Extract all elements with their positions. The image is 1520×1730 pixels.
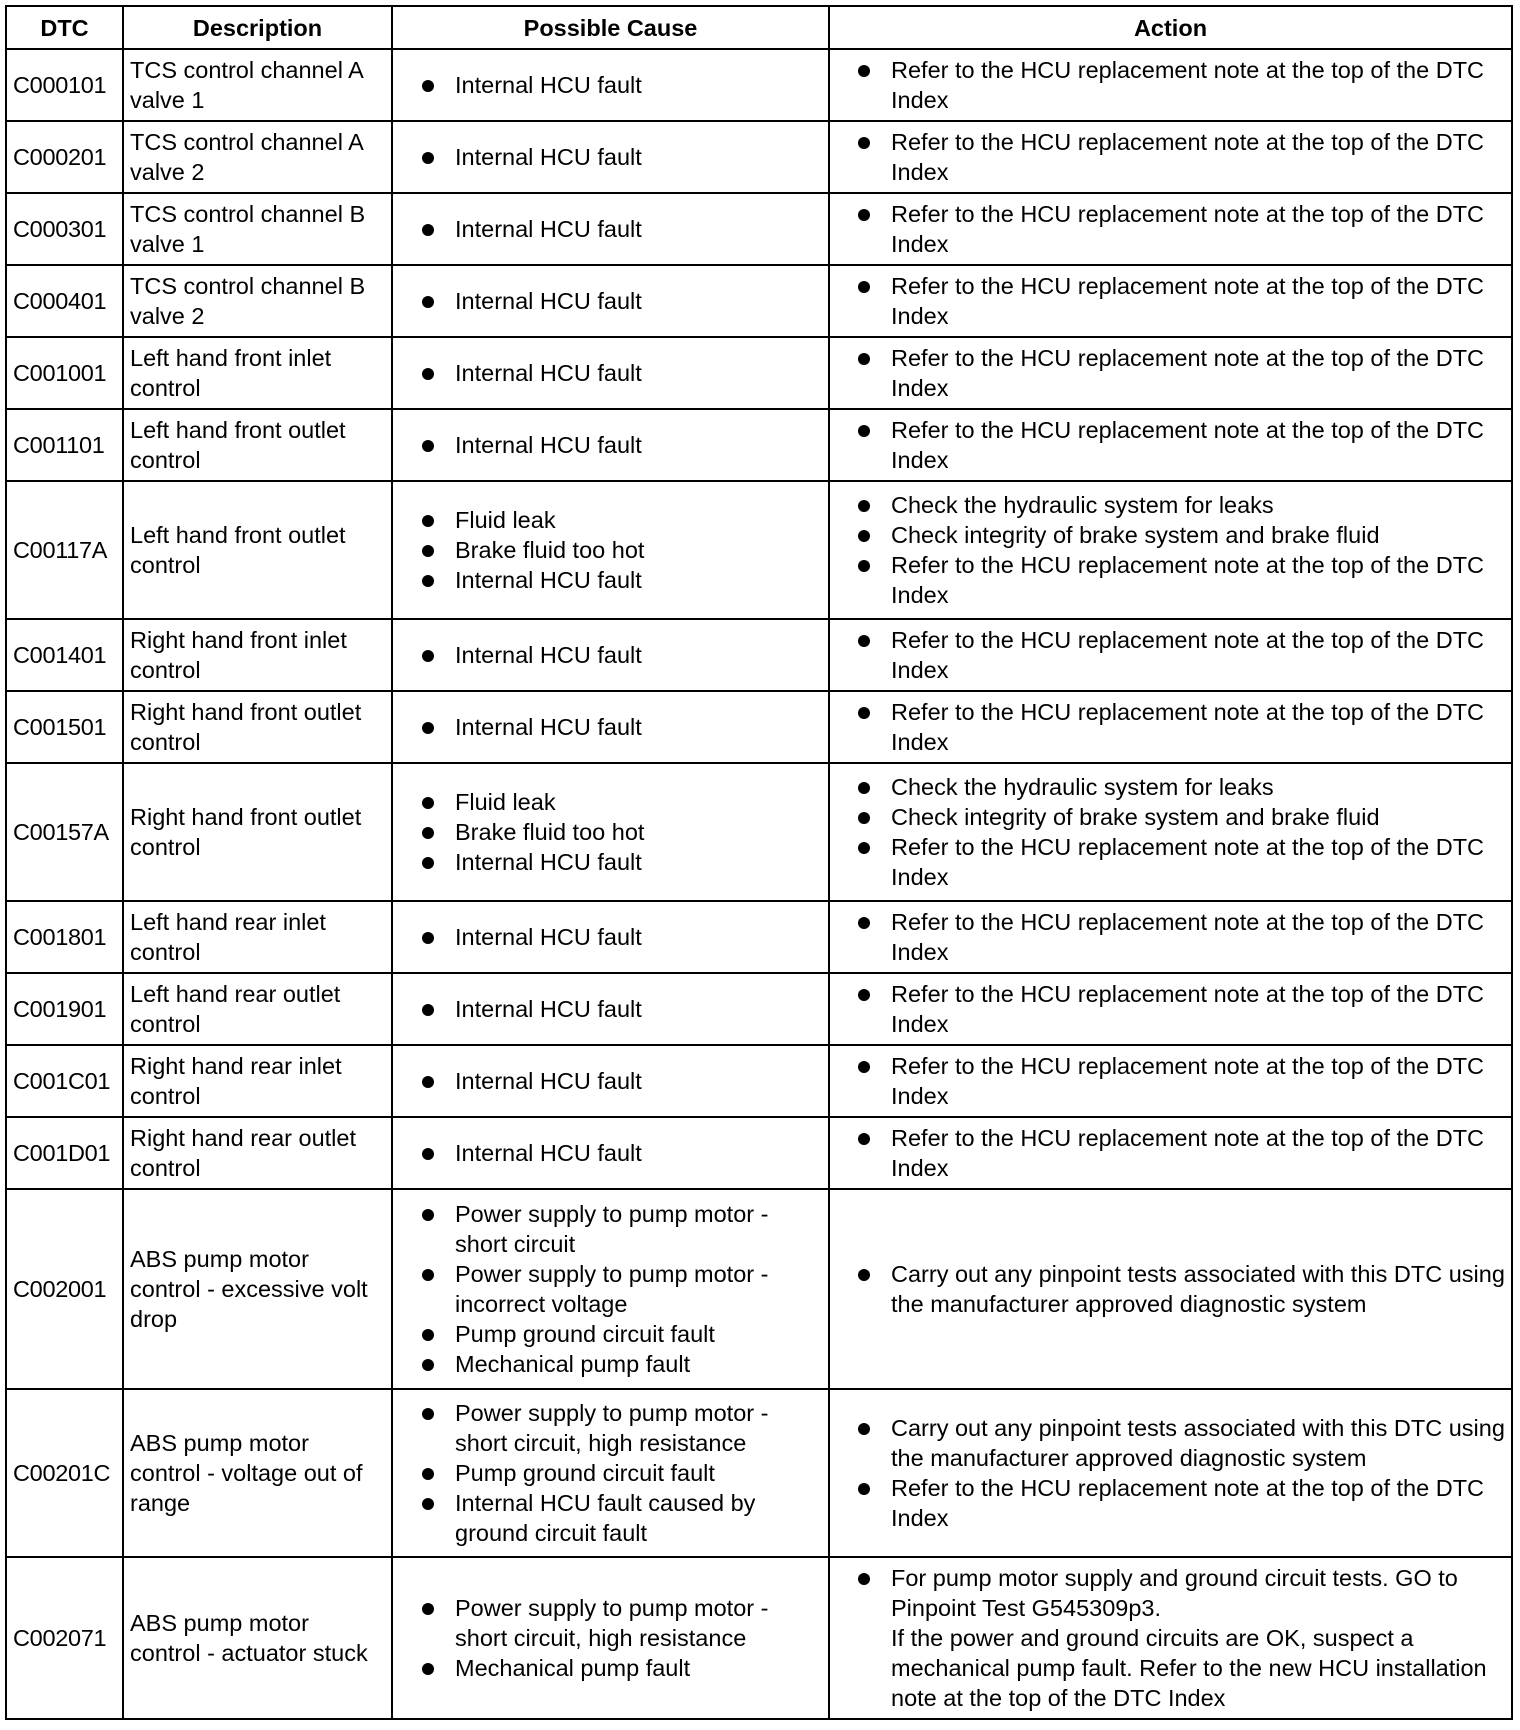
action-text: Refer to the HCU replacement note at the top of the DTC Index <box>891 909 1485 965</box>
cause-list <box>399 994 822 1024</box>
action-item <box>836 343 1505 403</box>
cause-item: Internal HCU fault <box>399 214 822 244</box>
possible-cause-cell <box>392 763 829 901</box>
action-item <box>836 1563 1505 1713</box>
table-row <box>6 337 1512 409</box>
action-item <box>836 520 1505 550</box>
action-list <box>836 1123 1505 1183</box>
possible-cause-cell <box>392 337 829 409</box>
cause-list <box>399 70 822 100</box>
action-item <box>836 802 1505 832</box>
dtc-description: TCS control channel B valve 2 <box>123 265 392 337</box>
action-cell <box>829 973 1512 1045</box>
action-item <box>836 697 1505 757</box>
cause-item: Power supply to pump motor - short circuit, high resistance <box>399 1593 822 1653</box>
table-row <box>6 121 1512 193</box>
dtc-code: C00157A <box>6 763 123 901</box>
possible-cause-cell <box>392 1117 829 1189</box>
action-text: If the power and ground circuits are OK, suspect a mechanical pump fault. Refer to the new HCU installation note at the top of the DTC Index <box>891 1625 1487 1711</box>
action-list <box>836 625 1505 685</box>
action-text: Refer to the HCU replacement note at the top of the DTC Index <box>891 627 1485 683</box>
action-text: Refer to the HCU replacement note at the top of the DTC Index <box>891 552 1485 608</box>
action-text: Refer to the HCU replacement note at the top of the DTC Index <box>891 834 1485 890</box>
cause-list <box>399 712 822 742</box>
table-row <box>6 973 1512 1045</box>
table-body <box>6 49 1512 1719</box>
table-row <box>6 619 1512 691</box>
action-text: Check integrity of brake system and brake fluid <box>891 804 1380 830</box>
action-text: Refer to the HCU replacement note at the top of the DTC Index <box>891 1125 1485 1181</box>
action-list <box>836 199 1505 259</box>
dtc-description: TCS control channel A valve 1 <box>123 49 392 121</box>
cause-list <box>399 787 822 877</box>
cause-item: Internal HCU fault <box>399 565 822 595</box>
action-text: Carry out any pinpoint tests associated with this DTC using the manufacturer approved diagnostic system <box>891 1415 1505 1471</box>
dtc-description: Right hand rear outlet control <box>123 1117 392 1189</box>
action-item <box>836 907 1505 967</box>
header-action: Action <box>829 6 1512 49</box>
table-row <box>6 49 1512 121</box>
dtc-code: C000301 <box>6 193 123 265</box>
cause-list <box>399 358 822 388</box>
dtc-code: C001C01 <box>6 1045 123 1117</box>
action-cell <box>829 1557 1512 1719</box>
cause-list <box>399 1199 822 1379</box>
action-list <box>836 343 1505 403</box>
action-text: Check integrity of brake system and brake fluid <box>891 522 1380 548</box>
table-row <box>6 481 1512 619</box>
cause-item: Fluid leak <box>399 505 822 535</box>
dtc-code: C001101 <box>6 409 123 481</box>
action-item <box>836 1051 1505 1111</box>
action-text: Refer to the HCU replacement note at the top of the DTC Index <box>891 345 1485 401</box>
action-item <box>836 1473 1505 1533</box>
table-row <box>6 1045 1512 1117</box>
possible-cause-cell <box>392 1045 829 1117</box>
action-text: Refer to the HCU replacement note at the top of the DTC Index <box>891 57 1485 113</box>
dtc-code: C000401 <box>6 265 123 337</box>
action-cell <box>829 691 1512 763</box>
table-row <box>6 691 1512 763</box>
action-item <box>836 625 1505 685</box>
action-text: Refer to the HCU replacement note at the top of the DTC Index <box>891 699 1485 755</box>
possible-cause-cell <box>392 691 829 763</box>
action-text: Check the hydraulic system for leaks <box>891 492 1274 518</box>
action-text: Refer to the HCU replacement note at the top of the DTC Index <box>891 273 1485 329</box>
dtc-description: Left hand front inlet control <box>123 337 392 409</box>
action-cell <box>829 337 1512 409</box>
possible-cause-cell <box>392 1389 829 1557</box>
action-item <box>836 1413 1505 1473</box>
action-cell <box>829 763 1512 901</box>
action-text: Refer to the HCU replacement note at the top of the DTC Index <box>891 417 1485 473</box>
cause-item: Internal HCU fault <box>399 640 822 670</box>
possible-cause-cell <box>392 973 829 1045</box>
dtc-code: C00201C <box>6 1389 123 1557</box>
possible-cause-cell <box>392 1189 829 1389</box>
possible-cause-cell <box>392 619 829 691</box>
cause-item: Pump ground circuit fault <box>399 1458 822 1488</box>
cause-item: Internal HCU fault <box>399 358 822 388</box>
dtc-code: C000201 <box>6 121 123 193</box>
dtc-description: ABS pump motor control - excessive volt drop <box>123 1189 392 1389</box>
action-item <box>836 979 1505 1039</box>
dtc-description: ABS pump motor control - voltage out of range <box>123 1389 392 1557</box>
cause-item: Internal HCU fault <box>399 922 822 952</box>
cause-item: Internal HCU fault caused by ground circuit fault <box>399 1488 822 1548</box>
action-item <box>836 55 1505 115</box>
dtc-code: C001401 <box>6 619 123 691</box>
action-cell <box>829 49 1512 121</box>
action-text: Refer to the HCU replacement note at the top of the DTC Index <box>891 201 1485 257</box>
table-row <box>6 1557 1512 1719</box>
dtc-code: C001D01 <box>6 1117 123 1189</box>
table-row <box>6 193 1512 265</box>
action-list <box>836 1259 1505 1319</box>
action-item <box>836 832 1505 892</box>
action-text: Refer to the HCU replacement note at the top of the DTC Index <box>891 1053 1485 1109</box>
cause-item: Internal HCU fault <box>399 142 822 172</box>
action-list <box>836 1413 1505 1533</box>
header-possible-cause: Possible Cause <box>392 6 829 49</box>
action-cell <box>829 619 1512 691</box>
action-cell <box>829 121 1512 193</box>
action-item <box>836 1259 1505 1319</box>
possible-cause-cell <box>392 121 829 193</box>
action-cell <box>829 1189 1512 1389</box>
cause-item: Internal HCU fault <box>399 1066 822 1096</box>
cause-list <box>399 142 822 172</box>
action-list <box>836 271 1505 331</box>
action-list <box>836 907 1505 967</box>
action-text: Carry out any pinpoint tests associated with this DTC using the manufacturer approved diagnostic system <box>891 1261 1505 1317</box>
cause-item: Power supply to pump motor - short circuit <box>399 1199 822 1259</box>
action-cell <box>829 1389 1512 1557</box>
cause-item: Mechanical pump fault <box>399 1349 822 1379</box>
table-row <box>6 265 1512 337</box>
action-list <box>836 1563 1505 1713</box>
action-list <box>836 697 1505 757</box>
dtc-description: Left hand rear inlet control <box>123 901 392 973</box>
action-item <box>836 490 1505 520</box>
possible-cause-cell <box>392 901 829 973</box>
table-row <box>6 409 1512 481</box>
table-row <box>6 1389 1512 1557</box>
cause-item: Internal HCU fault <box>399 430 822 460</box>
table-header-row <box>6 6 1512 49</box>
action-cell <box>829 1117 1512 1189</box>
action-item <box>836 127 1505 187</box>
cause-list <box>399 505 822 595</box>
dtc-description: Right hand front outlet control <box>123 691 392 763</box>
dtc-code: C00117A <box>6 481 123 619</box>
action-list <box>836 127 1505 187</box>
table-row <box>6 763 1512 901</box>
action-text: For pump motor supply and ground circuit tests. GO to Pinpoint Test G545309p3. <box>891 1565 1458 1621</box>
cause-item: Internal HCU fault <box>399 1138 822 1168</box>
dtc-description: TCS control channel B valve 1 <box>123 193 392 265</box>
cause-list <box>399 214 822 244</box>
action-cell <box>829 1045 1512 1117</box>
cause-item: Internal HCU fault <box>399 70 822 100</box>
header-dtc: DTC <box>6 6 123 49</box>
cause-list <box>399 286 822 316</box>
dtc-description: ABS pump motor control - actuator stuck <box>123 1557 392 1719</box>
header-description: Description <box>123 6 392 49</box>
cause-item: Pump ground circuit fault <box>399 1319 822 1349</box>
action-text: Check the hydraulic system for leaks <box>891 774 1274 800</box>
cause-item: Power supply to pump motor - short circuit, high resistance <box>399 1398 822 1458</box>
dtc-code: C001501 <box>6 691 123 763</box>
table-row <box>6 901 1512 973</box>
dtc-code: C002071 <box>6 1557 123 1719</box>
dtc-description: Left hand front outlet control <box>123 481 392 619</box>
action-item <box>836 1123 1505 1183</box>
action-text: Refer to the HCU replacement note at the top of the DTC Index <box>891 1475 1485 1531</box>
cause-list <box>399 1066 822 1096</box>
dtc-description: TCS control channel A valve 2 <box>123 121 392 193</box>
dtc-code: C001901 <box>6 973 123 1045</box>
action-cell <box>829 481 1512 619</box>
action-list <box>836 490 1505 610</box>
cause-item: Internal HCU fault <box>399 994 822 1024</box>
cause-item: Mechanical pump fault <box>399 1653 822 1683</box>
possible-cause-cell <box>392 265 829 337</box>
cause-item: Internal HCU fault <box>399 712 822 742</box>
action-cell <box>829 409 1512 481</box>
action-item <box>836 199 1505 259</box>
action-cell <box>829 901 1512 973</box>
table-row <box>6 1117 1512 1189</box>
dtc-code: C001801 <box>6 901 123 973</box>
dtc-code: C002001 <box>6 1189 123 1389</box>
cause-list <box>399 640 822 670</box>
action-item <box>836 271 1505 331</box>
action-cell <box>829 265 1512 337</box>
cause-item: Internal HCU fault <box>399 286 822 316</box>
dtc-table <box>5 5 1513 1720</box>
cause-item: Brake fluid too hot <box>399 817 822 847</box>
cause-list <box>399 1593 822 1683</box>
action-list <box>836 1051 1505 1111</box>
possible-cause-cell <box>392 193 829 265</box>
table-row <box>6 1189 1512 1389</box>
cause-list <box>399 1398 822 1548</box>
cause-item: Brake fluid too hot <box>399 535 822 565</box>
cause-list <box>399 1138 822 1168</box>
action-list <box>836 55 1505 115</box>
dtc-description: Right hand front inlet control <box>123 619 392 691</box>
action-text: Refer to the HCU replacement note at the top of the DTC Index <box>891 129 1485 185</box>
dtc-code: C000101 <box>6 49 123 121</box>
cause-item: Power supply to pump motor - incorrect voltage <box>399 1259 822 1319</box>
action-item <box>836 415 1505 475</box>
dtc-code: C001001 <box>6 337 123 409</box>
action-list <box>836 415 1505 475</box>
action-list <box>836 772 1505 892</box>
possible-cause-cell <box>392 1557 829 1719</box>
possible-cause-cell <box>392 49 829 121</box>
action-list <box>836 979 1505 1039</box>
cause-item: Internal HCU fault <box>399 847 822 877</box>
action-cell <box>829 193 1512 265</box>
cause-list <box>399 922 822 952</box>
cause-list <box>399 430 822 460</box>
action-item <box>836 772 1505 802</box>
dtc-description: Right hand rear inlet control <box>123 1045 392 1117</box>
dtc-description: Left hand front outlet control <box>123 409 392 481</box>
possible-cause-cell <box>392 409 829 481</box>
possible-cause-cell <box>392 481 829 619</box>
cause-item: Fluid leak <box>399 787 822 817</box>
dtc-description: Left hand rear outlet control <box>123 973 392 1045</box>
dtc-description: Right hand front outlet control <box>123 763 392 901</box>
action-text: Refer to the HCU replacement note at the top of the DTC Index <box>891 981 1485 1037</box>
action-item <box>836 550 1505 610</box>
